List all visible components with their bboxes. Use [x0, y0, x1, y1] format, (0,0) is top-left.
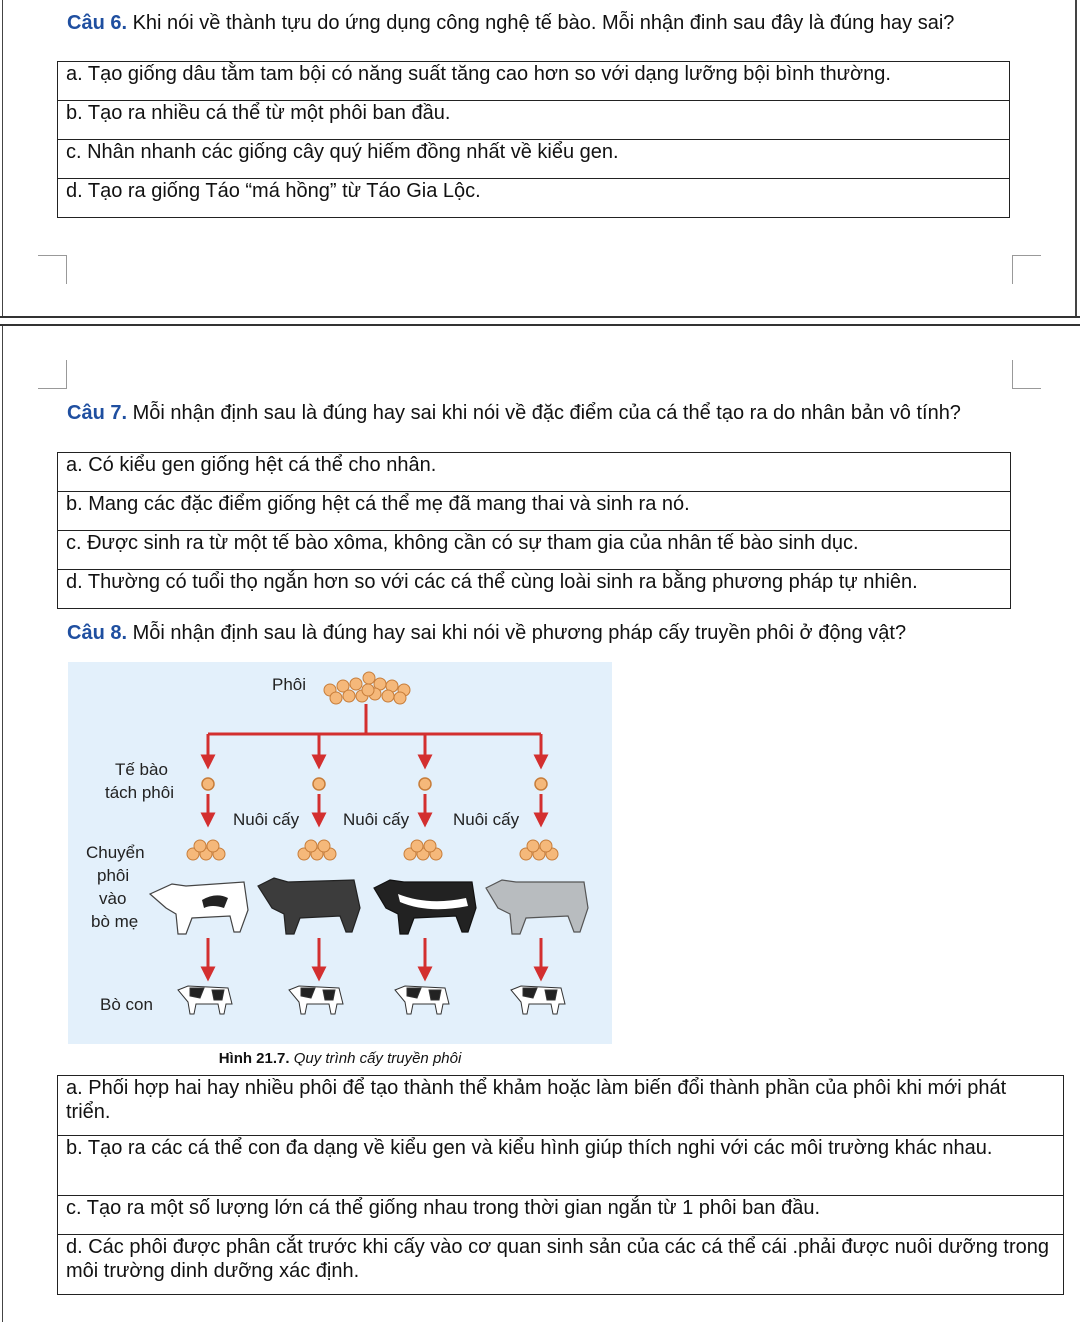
option-b[interactable]: b. Tạo ra nhiều cá thể từ một phôi ban đầu. [58, 101, 1010, 140]
label-calf: Bò con [100, 995, 153, 1014]
question-6-text: Khi nói về thành tựu do ứng dụng công nghệ tế bào. Mỗi nhận đinh sau đây là đúng hay sai? [132, 12, 955, 34]
option-row [58, 1196, 1064, 1235]
option-d[interactable]: d. Các phôi được phân cắt trước khi cấy vào cơ quan sinh sản của các cá thể cái .phải được nuôi dưỡng trong môi trường dinh dưỡng xác định. [58, 1235, 1064, 1295]
option-row [58, 62, 1010, 101]
question-7-title [67, 401, 997, 425]
label-culture-1: Nuôi cấy [233, 810, 300, 829]
question-8-options [57, 1075, 1064, 1295]
cultured-embryo-icons [187, 840, 558, 860]
separated-cell-icons [202, 778, 547, 790]
crop-mark [38, 360, 67, 389]
question-7-options [57, 452, 1011, 609]
surrogate-cow-black-icon [258, 878, 360, 934]
option-row [58, 570, 1011, 609]
figure-caption [68, 1050, 612, 1067]
page-1 [0, 0, 1080, 318]
option-c[interactable]: c. Được sinh ra từ một tế bào xôma, không cần có sự tham gia của nhân tế bào sinh dục. [58, 531, 1011, 570]
option-a[interactable]: a. Tạo giống dâu tằm tam bội có năng suất tăng cao hơn so với dạng lưỡng bội bình thường. [58, 62, 1010, 101]
question-8-text: Mỗi nhận định sau là đúng hay sai khi nói về phương pháp cấy truyền phôi ở động vật? [132, 622, 907, 644]
question-8-title [67, 621, 1027, 645]
label-cells-2: tách phôi [105, 783, 174, 802]
option-row [58, 101, 1010, 140]
surrogate-cow-grey-icon [486, 880, 588, 934]
question-6-title [67, 11, 1007, 35]
page-border-left [2, 0, 3, 318]
question-6-options [57, 61, 1010, 218]
surrogate-cow-spotted-icon [374, 880, 476, 934]
option-c[interactable]: c. Nhân nhanh các giống cây quý hiếm đồng nhất về kiểu gen. [58, 140, 1010, 179]
question-6-number: Câu 6. [67, 12, 128, 34]
option-a[interactable]: a. Có kiểu gen giống hệt cá thể cho nhân. [58, 453, 1011, 492]
crop-mark [1012, 360, 1041, 389]
option-d[interactable]: d. Tạo ra giống Táo “má hồng” từ Táo Gia Lộc. [58, 179, 1010, 218]
distribution-arrows [208, 704, 541, 974]
option-c[interactable]: c. Tạo ra một số lượng lớn cá thể giống nhau trong thời gian ngắn từ 1 phôi ban đầu. [58, 1196, 1064, 1235]
option-row [58, 453, 1011, 492]
crop-mark [38, 255, 67, 284]
option-row [58, 531, 1011, 570]
option-b[interactable]: b. Mang các đặc điểm giống hệt cá thể mẹ đã mang thai và sinh ra nó. [58, 492, 1011, 531]
label-embryo: Phôi [272, 675, 307, 694]
question-8-number: Câu 8. [67, 622, 128, 644]
option-d[interactable]: d. Thường có tuổi thọ ngắn hơn so với các cá thể cùng loài sinh ra bằng phương pháp tự nhiên. [58, 570, 1011, 609]
question-7-number: Câu 7. [67, 402, 128, 424]
figure-caption-number: Hình 21.7. [218, 1050, 290, 1067]
label-cells-1: Tế bào [115, 760, 168, 779]
option-row [58, 1136, 1064, 1196]
page-border-left [2, 326, 3, 1322]
label-transfer-2: phôi [97, 866, 130, 885]
option-row [58, 140, 1010, 179]
embryo-cluster-icon [324, 672, 410, 704]
embryo-transfer-diagram [68, 662, 612, 1044]
label-culture-2: Nuôi cấy [343, 810, 410, 829]
crop-mark [1012, 255, 1041, 284]
label-transfer-1: Chuyển [86, 843, 145, 862]
page-separator [0, 316, 1080, 326]
question-7-text: Mỗi nhận định sau là đúng hay sai khi nói về đặc điểm của cá thể tạo ra do nhân bản vô tính? [132, 402, 961, 424]
option-row [58, 492, 1011, 531]
option-a[interactable]: a. Phối hợp hai hay nhiều phôi để tạo thành thể khảm hoặc làm biến đổi thành phần của phôi khi mới phát triển. [58, 1076, 1064, 1136]
embryo-transfer-figure [68, 662, 612, 1044]
calf-icons [178, 986, 565, 1014]
figure-caption-text: Quy trình cấy truyền phôi [289, 1050, 462, 1067]
label-culture-3: Nuôi cấy [453, 810, 520, 829]
page-border-right [1075, 0, 1077, 318]
label-transfer-4: bò mẹ [91, 912, 139, 931]
page-2 [0, 326, 1080, 1322]
option-row [58, 1076, 1064, 1136]
label-transfer-3: vào [99, 889, 127, 908]
surrogate-cow-white-icon [150, 882, 248, 934]
option-b[interactable]: b. Tạo ra các cá thể con đa dạng về kiểu gen và kiểu hình giúp thích nghi với các môi trường khác nhau. [58, 1136, 1064, 1196]
option-row [58, 179, 1010, 218]
option-row [58, 1235, 1064, 1295]
